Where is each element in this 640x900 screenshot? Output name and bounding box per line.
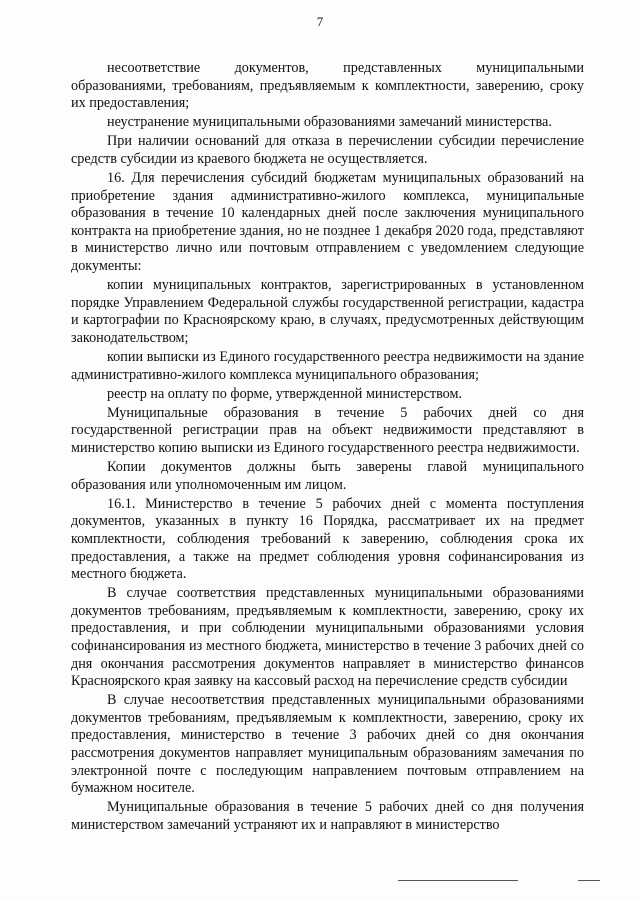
paragraph-11: В случае соответствия представленных муниципальными образованиями документов требованиям, предъявляемым к комплектности, заверению, сроку их предоставления, и при соблюдении муниципальными образованиями условия софинансирования из местного бюджета, министерство в течение 3 рабочих дней со дня окончания рассмотрения документов направляет в министерство финансов Красноярского края заявку на кассовый расход на перечисление средств субсидии [71,585,584,690]
paragraph-8: Муниципальные образования в течение 5 рабочих дней со дня государственной регистрации прав на объект недвижимости представляют в министерство копию выписки из Единого государственного реестра недвижимости. [71,404,584,456]
paragraph-5: копии муниципальных контрактов, зарегистрированных в установленном порядке Управлением Федеральной службы государственной регистрации, кадастра и картографии по Красноярскому краю, в случаях, предусмотренных действующим законодательством; [71,277,584,346]
paragraph-9: Копии документов должны быть заверены главой муниципального образования или уполномоченным им лицом. [71,459,584,493]
paragraph-12: В случае несоответствия представленных муниципальными образованиями документов требованиям, предъявляемым к комплектности, заверению, сроку их предоставления, министерство в течение 3 рабочих дней со дня окончания рассмотрения документов направляет муниципальным образованиям замечания по электронной почте с последующим направлением почтовым отправлением на бумажном носителе. [71,692,584,797]
paragraph-6: копии выписки из Единого государственного реестра недвижимости на здание административно-жилого комплекса муниципального образования; [71,349,584,383]
paragraph-2: неустранение муниципальными образованиями замечаний министерства. [107,114,552,131]
paragraph-3: При наличии оснований для отказа в перечислении субсидии перечисление средств субсидии из краевого бюджета не осуществляется. [71,133,584,167]
paragraph-10: 16.1. Министерство в течение 5 рабочих дней с момента поступления документов, указанных в пункту 16 Порядка, рассматривает их на предмет комплектности, соблюдения требований к заверению, соблюдения срока их предоставления, а также на предмет соблюдения уровня софинансирования из местного бюджета. [71,495,584,583]
paragraph-4: 16. Для перечисления субсидий бюджетам муниципальных образований на приобретение здания административно-жилого комплекса, муниципальные образования в течение 10 календарных дней после заключения муниципального контракта на приобретение здания, но не позднее 1 декабря 2020 года, представляют в министерство лично или почтовым отправлением с уведомлением следующие документы: [71,170,584,275]
paragraph-7: реестр на оплату по форме, утвержденной министерством. [107,385,463,402]
footer-rule [398,880,518,881]
footer-rule-dash [578,880,600,881]
document-body [71,60,584,836]
page-number: 7 [316,14,324,29]
paragraph-1: несоответствие документов, представленных муниципальными образованиями, требованиям, предъявляемым к комплектности, заверению, сроку их предоставления; [71,60,584,112]
paragraph-13: Муниципальные образования в течение 5 рабочих дней со дня получения министерством замечаний устраняют их и направляют в министерство [71,799,584,833]
